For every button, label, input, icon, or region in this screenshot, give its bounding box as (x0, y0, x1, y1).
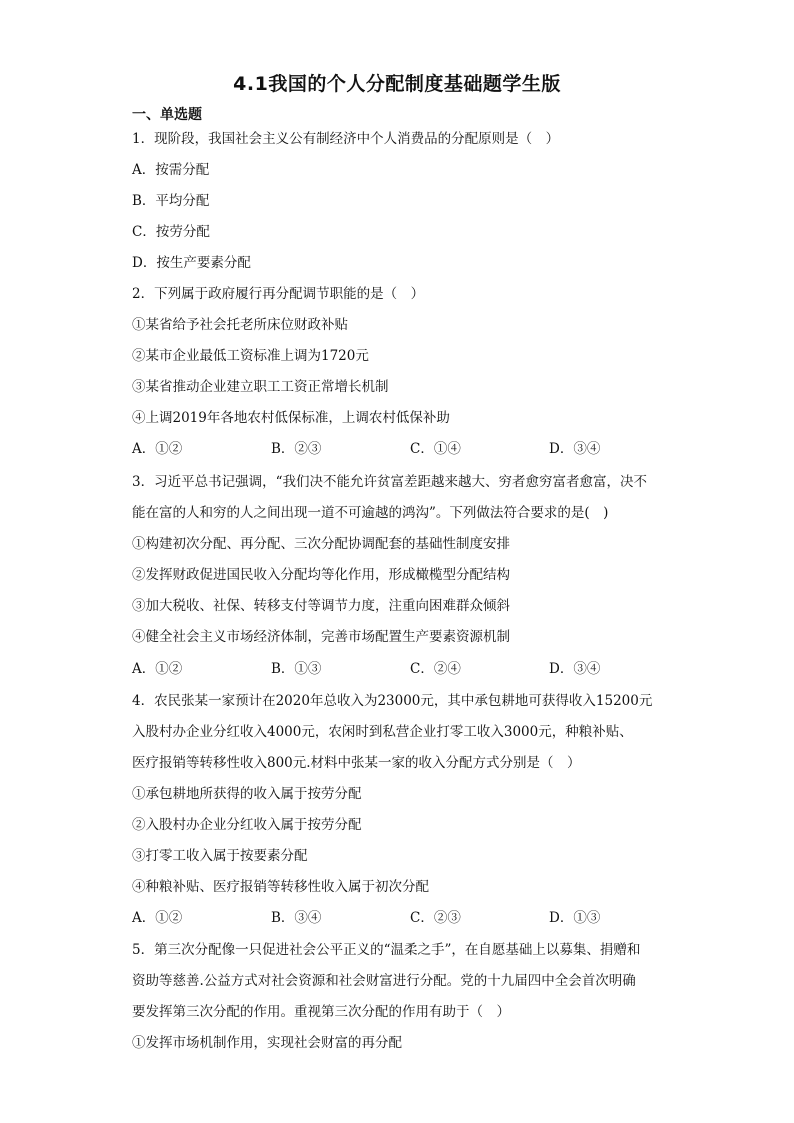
question-5-statement-1: ①发挥市场机制作用，实现社会财富的再分配 (132, 1035, 402, 1051)
question-3-statement-2: ②发挥财政促进国民收入分配均等化作用，形成橄榄型分配结构 (132, 567, 510, 583)
question-3-statement-4: ④健全社会主义市场经济体制，完善市场配置生产要素资源机制 (132, 629, 510, 645)
question-1-choice-a: A．按需分配 (132, 162, 210, 178)
question-1-choice-c: C．按劳分配 (132, 224, 210, 240)
question-5-stem-line-1: 5．第三次分配像一只促进社会公平正义的“温柔之手”，在自愿基础上以募集、捐赠和 (132, 942, 641, 958)
question-3-statement-1: ①构建初次分配、再分配、三次分配协调配套的基础性制度安排 (132, 536, 510, 552)
section-heading: 一、单选题 (132, 107, 202, 123)
question-2-statement-3: ③某省推动企业建立职工工资正常增长机制 (132, 379, 389, 395)
question-3-option-c: C．②④ (410, 661, 461, 677)
question-4-options (132, 909, 672, 927)
question-2-option-a: A．①② (132, 441, 183, 457)
question-4-statement-4: ④种粮补贴、医疗报销等转移性收入属于初次分配 (132, 879, 429, 895)
question-4-option-d: D．①③ (549, 910, 601, 926)
question-4-stem-line-3: 医疗报销等转移性收入800元.材料中张某一家的收入分配方式分别是（ ） (132, 755, 581, 771)
question-2-option-d: D．③④ (549, 441, 601, 457)
question-4-stem-line-2: 入股村办企业分红收入4000元，农闲时到私营企业打零工收入3000元，种粮补贴、 (132, 724, 633, 740)
question-3-statement-3: ③加大税收、社保、转移支付等调节力度，注重向困难群众倾斜 (132, 598, 510, 614)
question-5-stem-line-2: 资助等慈善.公益方式对社会资源和社会财富进行分配。党的十九届四中全会首次明确 (132, 973, 636, 989)
question-3-options (132, 660, 672, 678)
document-title: 4.1我国的个人分配制度基础题学生版 (233, 73, 561, 95)
question-4-option-a: A．①② (132, 910, 183, 926)
question-2-option-c: C．①④ (410, 441, 461, 457)
question-2-stem: 2．下列属于政府履行再分配调节职能的是（ ） (132, 286, 425, 302)
question-2-statement-1: ①某省给予社会托老所床位财政补贴 (132, 317, 348, 333)
question-3-option-d: D．③④ (549, 661, 601, 677)
question-3-stem-line-1: 3．习近平总书记强调，“我们决不能允许贫富差距越来越大、穷者愈穷富者愈富，决不 (132, 474, 647, 490)
question-4-statement-2: ②入股村办企业分红收入属于按劳分配 (132, 817, 362, 833)
question-2-option-b: B．②③ (271, 441, 322, 457)
question-2-statement-4: ④上调2019年各地农村低保标准，上调农村低保补助 (132, 410, 450, 426)
question-4-stem-line-1: 4．农民张某一家预计在2020年总收入为23000元，其中承包耕地可获得收入15200元 (132, 693, 653, 709)
question-2-statement-2: ②某市企业最低工资标准上调为1720元 (132, 348, 369, 364)
question-4-statement-1: ①承包耕地所获得的收入属于按劳分配 (132, 786, 362, 802)
question-3-option-b: B．①③ (271, 661, 322, 677)
question-1-choice-b: B．平均分配 (132, 193, 210, 209)
question-2-options (132, 440, 672, 458)
question-1-choice-d: D．按生产要素分配 (132, 255, 251, 271)
question-4-option-c: C．②③ (410, 910, 461, 926)
question-4-option-b: B．③④ (271, 910, 322, 926)
question-3-option-a: A．①② (132, 661, 183, 677)
question-4-statement-3: ③打零工收入属于按要素分配 (132, 848, 308, 864)
question-3-stem-line-2: 能在富的人和穷的人之间出现一道不可逾越的鸿沟”。下列做法符合要求的是( ) (132, 505, 609, 521)
question-5-stem-line-3: 要发挥第三次分配的作用。重视第三次分配的作用有助于（ ） (132, 1004, 510, 1020)
question-1-stem: 1．现阶段，我国社会主义公有制经济中个人消费品的分配原则是（ ） (132, 131, 560, 147)
